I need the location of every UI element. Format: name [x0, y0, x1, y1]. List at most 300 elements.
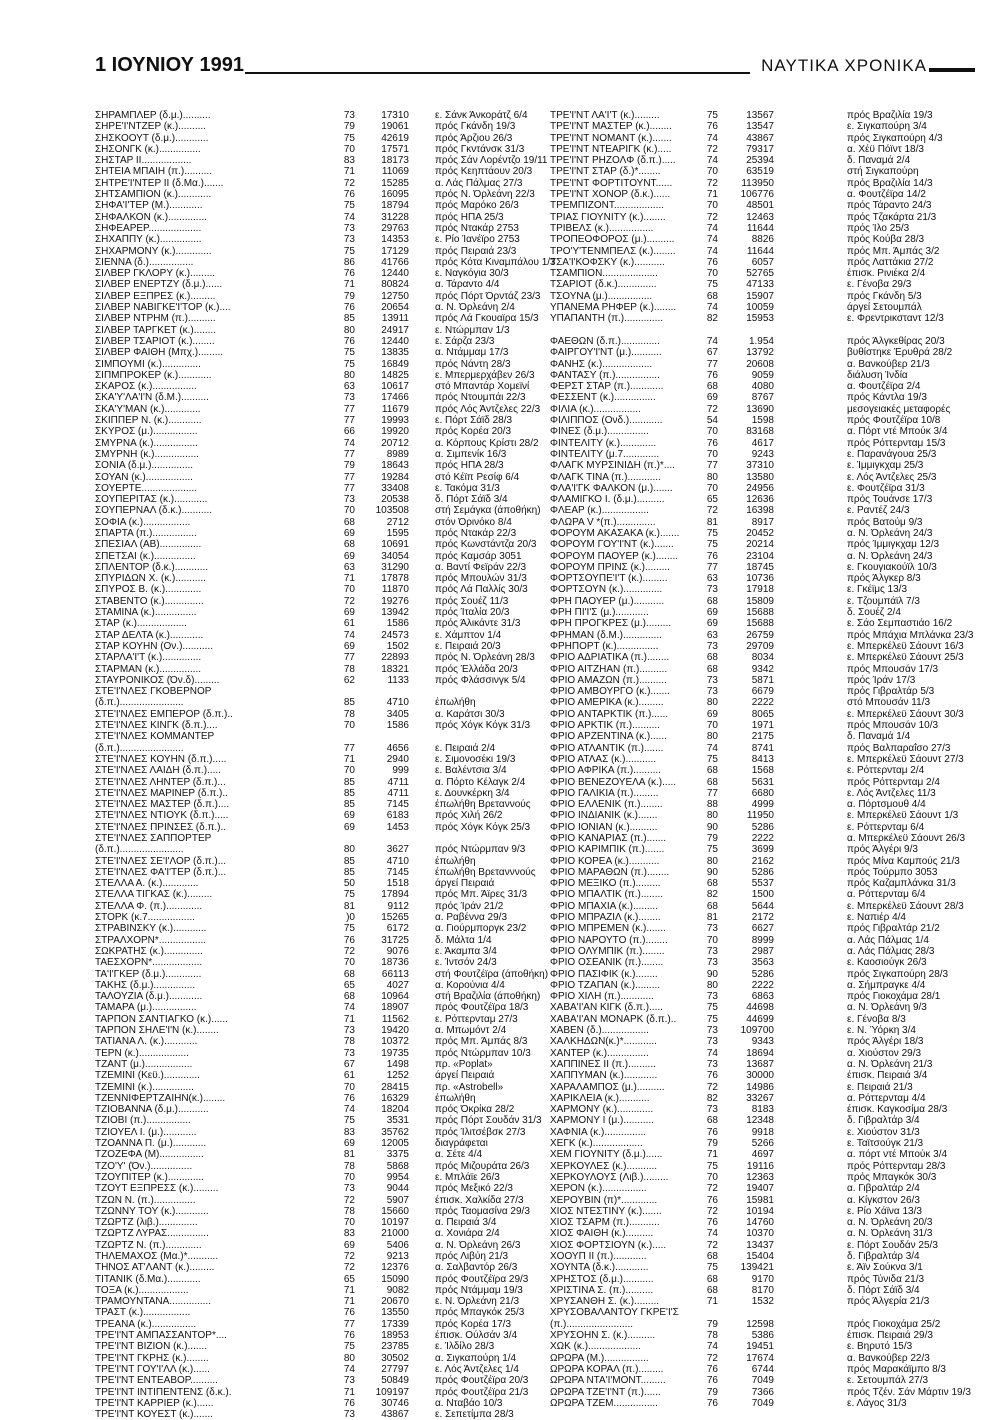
ship-name: ΤΡΟ'Υ'ΤΕΝΜΠΕΛΣ (κ.)........: [550, 245, 676, 257]
ship-tonnage: 47133: [746, 279, 774, 291]
ship-year: 76: [706, 1070, 718, 1082]
ship-name: ΧΙΟΣ ΝΤΕΣΤΙΝΥ (κ.).......: [550, 1205, 662, 1217]
ship-tonnage: 8413: [751, 753, 774, 765]
ship-tonnage: 12598: [746, 1318, 774, 1330]
ship-year: 70: [343, 1081, 355, 1093]
ship-row: [95, 381, 530, 393]
ship-tonnage: 2940: [386, 753, 409, 765]
ship-tonnage: 1453: [386, 821, 409, 833]
ship-year: 76: [343, 1397, 355, 1409]
ship-status: πρός Ντώρμπαν 10/3: [435, 1047, 531, 1059]
ship-year: 75: [343, 1115, 355, 1127]
ship-year: 72: [343, 1250, 355, 1262]
ship-tonnage: 7145: [386, 866, 409, 878]
ship-name: ΦΡΙΟ ΟΛΥΜΠΙΚ (π.)........: [550, 945, 665, 957]
ship-tonnage: 20538: [381, 494, 409, 506]
ship-name: ΤΡΟΠΕΟΦΟΡΟΣ (μ.)..........: [550, 234, 675, 246]
ship-row: [95, 629, 502, 641]
ship-row: [95, 539, 537, 551]
ship-tonnage: 11562: [381, 1013, 409, 1025]
ship-status: διαγράφεται: [435, 1138, 488, 1150]
ship-status: πρός Φουτζέϊρα 21/3: [435, 1386, 529, 1398]
ship-status: διάλυση Ίνδία: [847, 369, 908, 381]
ship-tonnage: 18907: [381, 1002, 409, 1014]
ship-status: πρός Νάντη 28/3: [435, 358, 511, 370]
ship-tonnage: 1568: [751, 765, 774, 777]
ship-tonnage: 13550: [381, 1307, 409, 1319]
ship-row: [95, 110, 528, 121]
ship-tonnage: 1586: [386, 720, 409, 732]
ship-row: [550, 279, 980, 290]
ship-row: [95, 753, 516, 765]
ship-row: [550, 1330, 980, 1341]
ship-year: 79: [706, 1386, 718, 1398]
ship-name: ΤΡΕΜΠΙΖΟΝΤ..................: [550, 200, 664, 212]
ship-tonnage: 19735: [381, 1047, 409, 1059]
ship-year: 68: [706, 900, 718, 912]
ship-year: 70: [706, 426, 718, 438]
ship-status: πρός Άλγκερ 8/3: [847, 573, 921, 585]
ship-tonnage: 8183: [751, 1104, 774, 1116]
ship-tonnage: 8741: [751, 742, 774, 754]
ship-row: [95, 686, 495, 697]
ship-status: α. Πόρτ ντέ Μπούκ 3/4: [847, 426, 948, 438]
ship-year: 68: [706, 381, 718, 393]
ship-status: πρός Γιβραλτάρ 21/2: [847, 923, 940, 935]
ship-year: 80: [706, 855, 718, 867]
ship-name: ΤΕΡΝ (κ.)..................: [95, 1047, 189, 1059]
ship-status: α. Σιμπενίκ 16/3: [435, 448, 507, 460]
ship-row: [550, 1138, 980, 1149]
ship-status: στή Σιγκαπούρη: [847, 166, 919, 178]
ship-status: ε. Γκέϊμς 13/3: [847, 584, 908, 596]
ship-year: 66: [343, 426, 355, 438]
ship-year: 72: [706, 1352, 718, 1364]
ship-tonnage: 13911: [381, 313, 409, 325]
ship-tonnage: 9170: [751, 1273, 774, 1285]
ship-tonnage: 5644: [751, 900, 774, 912]
masthead-underline: [929, 68, 975, 72]
ship-tonnage: 9044: [386, 1183, 409, 1195]
ship-status: έπισκ. Πειραιά 29/3: [847, 1330, 933, 1342]
ship-row: [550, 980, 980, 991]
ship-status: α. Ντάμμαμ 17/3: [435, 347, 509, 359]
ship-tonnage: 6863: [751, 991, 774, 1003]
ship-tonnage: 11644: [746, 222, 774, 234]
ship-name: ΣΜΥΡΝΑ (κ.)................: [95, 437, 198, 449]
ship-tonnage: 20214: [746, 539, 774, 551]
ship-status: α. Χέϋ Πόϊντ 18/3: [847, 143, 924, 155]
ship-name: ΧΙΟΣ ΦΑΙΘΗ (κ.)..........: [550, 1228, 654, 1240]
ship-status: άργεί Πειραιά: [435, 878, 495, 890]
ship-year: 81: [343, 900, 355, 912]
ship-tonnage: 1502: [386, 640, 409, 652]
ship-year: 74: [343, 1104, 355, 1116]
ship-status: πρός Κάντλα 19/3: [847, 392, 927, 404]
ship-name: ΣΚΑ'Υ'ΛΑ'Ι'Ν (δ.Μ.)..........: [95, 392, 209, 404]
ship-year: 79: [343, 460, 355, 472]
ship-row: [95, 392, 526, 404]
ship-name: ΣΗΡΕ'Ι'ΝΤΖΕΡ (κ.)..........: [95, 121, 206, 133]
ship-name: ΣΙΛΒΕΡ ΝΑΒΙΓΚΕ'Ι'ΤΟΡ (κ.)....: [95, 302, 231, 314]
ship-row: [95, 968, 549, 980]
ship-row: [550, 573, 980, 584]
ship-row: [550, 472, 980, 483]
ship-tonnage: 9112: [387, 900, 409, 912]
ship-tonnage: 13437: [746, 1239, 774, 1251]
ship-tonnage: 18745: [746, 561, 774, 573]
ship-year: 72: [343, 177, 355, 189]
ship-year: 54: [706, 415, 718, 427]
ship-name: ΣΗΦΑ'Ι'ΤΕΡ (Μ.)............: [95, 200, 203, 212]
ship-row: [550, 720, 980, 731]
ship-year: 86: [343, 256, 355, 268]
ship-row: [95, 1228, 500, 1240]
ship-name: ΦΟΡΤΣΟΥΝ (κ.)..............: [550, 584, 663, 596]
ship-row: [95, 527, 517, 539]
ship-name: ΦΟΡΟΥΜ ΓΟΥ'Ι'ΝΤ (κ.).......: [550, 539, 674, 551]
ship-status: πρός Λά Γκουαϊρα 15/3: [435, 313, 539, 325]
ship-year: 90: [706, 866, 718, 878]
ship-tonnage: 9213: [386, 1250, 409, 1262]
ship-tonnage: 1518: [386, 878, 409, 890]
ship-tonnage: 13835: [381, 347, 409, 359]
ship-tonnage: 12440: [381, 268, 409, 280]
ship-year: 83: [343, 1228, 355, 1240]
ship-name: ΤΡΑΣΤ (κ.).................: [95, 1307, 191, 1319]
ship-row: [550, 686, 980, 697]
ship-name: ΣΤΡΑΒΙΝΣΚΥ (κ.)............: [95, 923, 207, 935]
ship-status: ε. Τακόμα 31/3: [435, 482, 500, 494]
ship-year: 68: [343, 539, 355, 551]
ship-year: 72: [706, 177, 718, 189]
ship-tonnage: 2172: [751, 912, 774, 924]
ship-year: 68: [706, 1115, 718, 1127]
ship-status: α. Σαλβαντόρ 26/3: [435, 1262, 518, 1274]
ship-tonnage: 30502: [381, 1352, 409, 1364]
ship-tonnage: 2987: [751, 945, 774, 957]
ship-name: ΧΑΡΜΟΝΥ (κ.).............: [550, 1104, 654, 1116]
ship-year: 70: [343, 584, 355, 596]
ship-row: [550, 731, 980, 742]
ship-tonnage: 20608: [746, 358, 774, 370]
ship-year: 76: [706, 121, 718, 133]
ship-status: πρός Μπ. Άϊρες 31/3: [435, 889, 528, 901]
ship-name: ΦΡΗ ΠΑΟΥΕΡ (μ.)...........: [550, 595, 665, 607]
ship-name: ΣΚΑ'Υ'ΜΑΝ (κ.).............: [95, 403, 201, 415]
ship-year: 75: [706, 844, 718, 856]
ship-tonnage: 24956: [746, 482, 774, 494]
ship-name: ΤΖΟΑΝΝΑ Π. (μ.)............: [95, 1138, 207, 1150]
ship-name: ΣΚΙΠΠΕΡ Ν. (κ.)............: [95, 415, 202, 427]
ship-tonnage: 41766: [381, 256, 409, 268]
ship-row: [95, 799, 531, 811]
ship-tonnage: 18204: [381, 1104, 409, 1116]
ship-name: ΤΡΕ'Ι'ΝΤ ΧΟΝΟΡ (δ.κ.)......: [550, 189, 671, 201]
ship-status: πρός Έλλάδα 20/3: [435, 663, 518, 675]
ship-row: [550, 1341, 980, 1352]
ship-tonnage: 12750: [381, 290, 409, 302]
ship-row: [550, 133, 980, 144]
ship-row: [95, 866, 536, 878]
ship-row: [95, 1205, 530, 1217]
ship-row: [550, 268, 980, 279]
ship-row: [550, 946, 980, 957]
ship-tonnage: 1500: [751, 889, 774, 901]
ship-status: ε. Μπλάϊε 26/3: [435, 1171, 500, 1183]
ship-status: ε. Μπερκέλεϋ Σάουντ 1/3: [847, 810, 959, 822]
ship-year: 77: [343, 415, 355, 427]
ship-year: 62: [343, 674, 355, 686]
ship-name: ΤΖΙΟΥΕΛ Ι. (μ.)............: [95, 1126, 197, 1138]
ship-status: α. Βαντί Φεϊράν 22/3: [435, 561, 527, 573]
ship-status: πρός Μίνα Καμπούς 21/3: [847, 855, 960, 867]
ship-name: ΣΜΥΡΝΗ (κ.)................: [95, 448, 199, 460]
ship-status: πρός Χιλή 26/2: [435, 810, 503, 822]
ship-name: (δ.π.).......................: [95, 742, 184, 754]
ship-row: [95, 460, 504, 472]
ship-name: ΣΗΤΡΕ'Ι'ΝΤΕΡ ΙΙ (δ.Μα.).......: [95, 177, 224, 189]
ship-row: [95, 1341, 495, 1352]
ship-name: ΤΑΡΠΟΝ ΣΗΛΕ'Ι'Ν (κ.)........: [95, 1025, 219, 1037]
ship-row: [95, 765, 507, 777]
ship-year: 69: [343, 550, 355, 562]
ship-tonnage: 6744: [751, 1363, 774, 1375]
ship-name: ΣΤΕ'Ι'ΝΛΕΣ ΕΜΠΕΡΟΡ (δ.π.)..: [95, 708, 233, 720]
ship-status: ε. Πειραιά 2/4: [435, 742, 496, 754]
ship-name: ΤΡΕ'Ι'ΝΤ ΓΟΥ'Ι'ΛΛ (κ.)......: [95, 1363, 210, 1375]
ship-year: 68: [706, 1284, 718, 1296]
ship-row: [550, 528, 980, 539]
ship-row: [95, 336, 495, 347]
ship-status: ε. Σάνκ Άνκοράτζ 6/4: [435, 110, 528, 121]
ship-status: πρός Ντακάρ 22/3: [435, 527, 517, 539]
ship-tonnage: 14353: [381, 234, 409, 246]
left-column: [95, 110, 556, 1420]
ship-year: 76: [343, 1092, 355, 1104]
ship-status: α. Ν. Όρλεάνη 24/3: [847, 550, 933, 562]
ship-year: 76: [343, 335, 355, 347]
ship-status: άργεί Πειραιά: [435, 1070, 495, 1082]
ship-tonnage: 33408: [381, 482, 409, 494]
ship-row: [95, 584, 528, 596]
ship-year: 73: [343, 1375, 355, 1387]
ship-tonnage: 2712: [386, 516, 409, 528]
ship-tonnage: 18173: [381, 155, 409, 167]
ship-row: [550, 166, 980, 177]
ship-tonnage: 5537: [751, 878, 774, 890]
ship-year: 80: [343, 324, 355, 336]
ship-name: ΦΟΡΤΣΟΥΠΕ'Ι'Τ (κ.).........: [550, 573, 668, 585]
ship-name: ΦΙΛΙΠΠΟΣ (Ονδ.)............: [550, 415, 663, 427]
ship-name: ΣΤΑΡΜΑΝ (κ.)...............: [95, 663, 202, 675]
ship-tonnage: 12376: [381, 1262, 409, 1274]
ship-row: [550, 1014, 980, 1025]
ship-status: πρός Άλγκεθίρας 20/3: [847, 335, 945, 347]
ship-tonnage: 35762: [381, 1126, 409, 1138]
ship-status: έπισκ. Πειραιά 3/4: [847, 1070, 928, 1082]
ship-name: ΤΡΕ'Ι'ΝΤ ΑΜΠΑΣΣΑΝΤΟΡ*....: [95, 1330, 227, 1342]
ship-year: 90: [706, 968, 718, 980]
ship-tonnage: 17894: [381, 889, 409, 901]
ship-name: ΧΑΛΚΗΔΩΝ(κ.)*............: [550, 1036, 657, 1048]
ship-row: [95, 1409, 514, 1420]
ship-name: ΣΤΕ'Ι'ΝΛΕΣ ΛΗΝΤΕΡ (δ.π.)...: [95, 776, 226, 788]
ship-name: ΦΡΙΟ ΜΕΞΙΚΟ (π.).........: [550, 878, 661, 890]
ship-year: 75: [706, 539, 718, 551]
ship-year: 61: [343, 618, 355, 630]
ship-tonnage: 20712: [381, 437, 409, 449]
ship-name: ΣΤΡΑΛΧΟΡΝ*.................: [95, 934, 207, 946]
ship-year: 73: [706, 945, 718, 957]
ship-status: πρός Τάραντο 24/3: [847, 200, 932, 212]
ship-row: [550, 1149, 980, 1160]
ship-name: ΦΡΙΟ ΜΠΡΕΜΕΝ (κ.).......: [550, 923, 666, 935]
ship-name: ΤΗΛΕΜΑΧΟΣ (Μα.)*...........: [95, 1250, 219, 1262]
ship-tonnage: 3405: [386, 708, 409, 720]
ship-row: [550, 494, 980, 505]
ship-name: ΦΡΙΟ ΑΔΡΙΑΤΙΚΑ (π.)........: [550, 652, 670, 664]
ship-tonnage: 10372: [381, 1036, 409, 1048]
ship-row: [95, 697, 495, 708]
ship-status: ε. Άϊν Σούκνα 3/1: [847, 1262, 923, 1274]
ship-status: έπωλήθη Βρετανννούς: [435, 866, 536, 878]
ship-tonnage: 5286: [751, 866, 774, 878]
ship-name: ΦΡΙΟ ΙΝΔΙΑΝΙΚ (κ.).......: [550, 810, 658, 822]
ship-year: 76: [343, 934, 355, 946]
ship-row: [550, 957, 980, 968]
ship-tonnage: 9082: [386, 1284, 409, 1296]
ship-name: ΣΤΕ'Ι'ΝΛΕΣ ΝΤΙΟΥΚ (δ.π.).....: [95, 810, 229, 822]
ship-tonnage: 7049: [751, 1375, 774, 1387]
ship-row: [95, 1036, 528, 1048]
ship-year: 69: [343, 1138, 355, 1150]
ship-year: 75: [343, 923, 355, 935]
ship-row: [550, 155, 980, 166]
ship-year: 70: [343, 957, 355, 969]
ship-tonnage: 6057: [751, 256, 774, 268]
ship-status: ε. Ταϊτσούγκ 21/3: [847, 1138, 924, 1150]
ship-name: ΣΠΥΡΟΣ Β. (κ.).............: [95, 584, 202, 596]
ship-year: 77: [706, 561, 718, 573]
ship-row: [95, 1217, 495, 1228]
ship-name: ΦΡΙΟ ΟΣΕΑΝΙΚ (π.)........: [550, 957, 664, 969]
ship-status: πρός Γκντάνσκ 31/3: [435, 143, 525, 155]
ship-name: ΦΡΗΜΑΝ (δ.Μ.)..............: [550, 629, 662, 641]
ship-name: ΣΤΕ'Ι'ΝΛΕΣ ΠΡΙΝΣΕΣ (δ.π.)..: [95, 821, 227, 833]
ship-name: ΤΑΚΗΣ (δ.μ.)...............: [95, 979, 196, 991]
ship-row: [95, 1397, 503, 1409]
ship-status: πρός ΗΠΑ 28/3: [435, 460, 504, 472]
ship-year: 78: [343, 1160, 355, 1172]
ship-row: [95, 426, 512, 438]
ship-year: 71: [343, 1284, 355, 1296]
ship-row: [95, 494, 508, 506]
ship-tonnage: 30746: [381, 1397, 409, 1409]
ship-status: πρ. «Astrobell»: [435, 1081, 504, 1093]
ship-name: ΤΗΝΟΣ ΑΤ'ΛΑΝΤ (κ.).........: [95, 1262, 215, 1274]
ship-row: [550, 697, 980, 708]
ship-row: [95, 821, 531, 833]
ship-status: α. Κόρπους Κρίστι 28/2: [435, 437, 539, 449]
ship-name: ΧΕΡΚΟΥΛΕΣ (κ.)...........: [550, 1160, 658, 1172]
ship-status: στό Μπαντάρ Χομεϊνί: [435, 381, 530, 393]
ship-year: 70: [706, 200, 718, 212]
ship-name: ΤΑΜΑΡΑ (μ.)................: [95, 1002, 197, 1014]
ship-year: 72: [706, 1205, 718, 1217]
ship-year: 78: [343, 663, 355, 675]
ship-year: 67: [706, 347, 718, 359]
ship-row: [550, 551, 980, 562]
ship-tonnage: 19061: [381, 121, 409, 133]
ship-status: πρός Ταομασίνα 29/3: [435, 1205, 530, 1217]
ship-status: α. Σιγκαπούρη 1/4: [435, 1352, 517, 1364]
ship-name: ΦΡΙΟ ΒΕΝΕΖΟΥΕΛΑ (κ.).....: [550, 776, 677, 788]
ship-tonnage: 18694: [746, 1047, 774, 1059]
ship-name: ΧΑΝΤΕΡ (κ.)...............: [550, 1047, 649, 1059]
ship-row: [95, 618, 521, 630]
ship-tonnage: 5286: [751, 968, 774, 980]
ship-status: ε. Ραντέζ 24/3: [847, 505, 910, 517]
ship-row: [550, 912, 980, 923]
ship-name: ΦΡΙΟ ΙΟΝΙΑΝ (κ.)..........: [550, 821, 658, 833]
ship-status: στόν Όρινόκο 8/4: [435, 516, 512, 528]
ship-tonnage: 37310: [746, 460, 774, 472]
ship-status: πρός Κωνστάντζα 20/3: [435, 539, 537, 551]
ship-status: ε. Γένοβα 8/3: [847, 1013, 906, 1025]
ship-year: 70: [706, 1171, 718, 1183]
ship-tonnage: 79317: [746, 143, 774, 155]
ship-year: 73: [343, 222, 355, 234]
ship-status: πρός Άλικάντε 31/3: [435, 618, 521, 630]
ship-row: [95, 912, 508, 924]
ship-status: α. Χονιάρα 2/4: [435, 1228, 500, 1240]
ship-name: ΣΤΕ'Ι'ΝΛΕΣ ΓΚΟΒΕΡΝΟΡ: [95, 686, 212, 698]
ship-name: ΣΟΥΑΝ (κ.).................: [95, 471, 193, 483]
ship-year: 65: [343, 1273, 355, 1285]
ship-year: 68: [343, 968, 355, 980]
right-column: [550, 110, 980, 1409]
ship-row: [95, 957, 495, 968]
ship-year: 72: [343, 1194, 355, 1206]
ship-year: 76: [343, 302, 355, 314]
ship-year: 76: [343, 1330, 355, 1342]
ship-row: [550, 1093, 980, 1104]
ship-name: ΦΛΩΡΑ V *(π.)..............: [550, 516, 656, 528]
ship-name: ΤΖΟΥΠΙΤΕΡ (κ.).............: [95, 1171, 204, 1183]
ship-row: [95, 1160, 530, 1172]
ship-tonnage: 113950: [741, 177, 774, 189]
ship-status: πρός Σάν Λορέντζο 19/11: [435, 155, 548, 167]
ship-status: ε. Μπερκέλεϋ Σάουντ 30/3: [847, 708, 964, 720]
ship-tonnage: 8826: [751, 234, 774, 246]
ship-name: ΣΙΛΒΕΡ ΝΤΡΗΜ (π.)..........: [95, 313, 216, 325]
ship-tonnage: 1595: [386, 527, 409, 539]
ship-row: [95, 878, 495, 889]
ship-tonnage: 6680: [751, 787, 774, 799]
ship-tonnage: 17466: [381, 392, 409, 404]
ship-row: [95, 505, 541, 517]
ship-tonnage: 14760: [746, 1217, 774, 1229]
ship-year: 74: [706, 742, 718, 754]
ship-row: [95, 550, 522, 562]
ship-row: [550, 483, 980, 494]
ship-year: 73: [706, 1025, 718, 1037]
ship-status: α. Σήμπραγκε 4/4: [847, 979, 926, 991]
ship-year: 68: [343, 991, 355, 1003]
ship-row: [95, 143, 525, 155]
ship-status: πρός Μαρακάϊμπο 8/3: [847, 1363, 946, 1375]
